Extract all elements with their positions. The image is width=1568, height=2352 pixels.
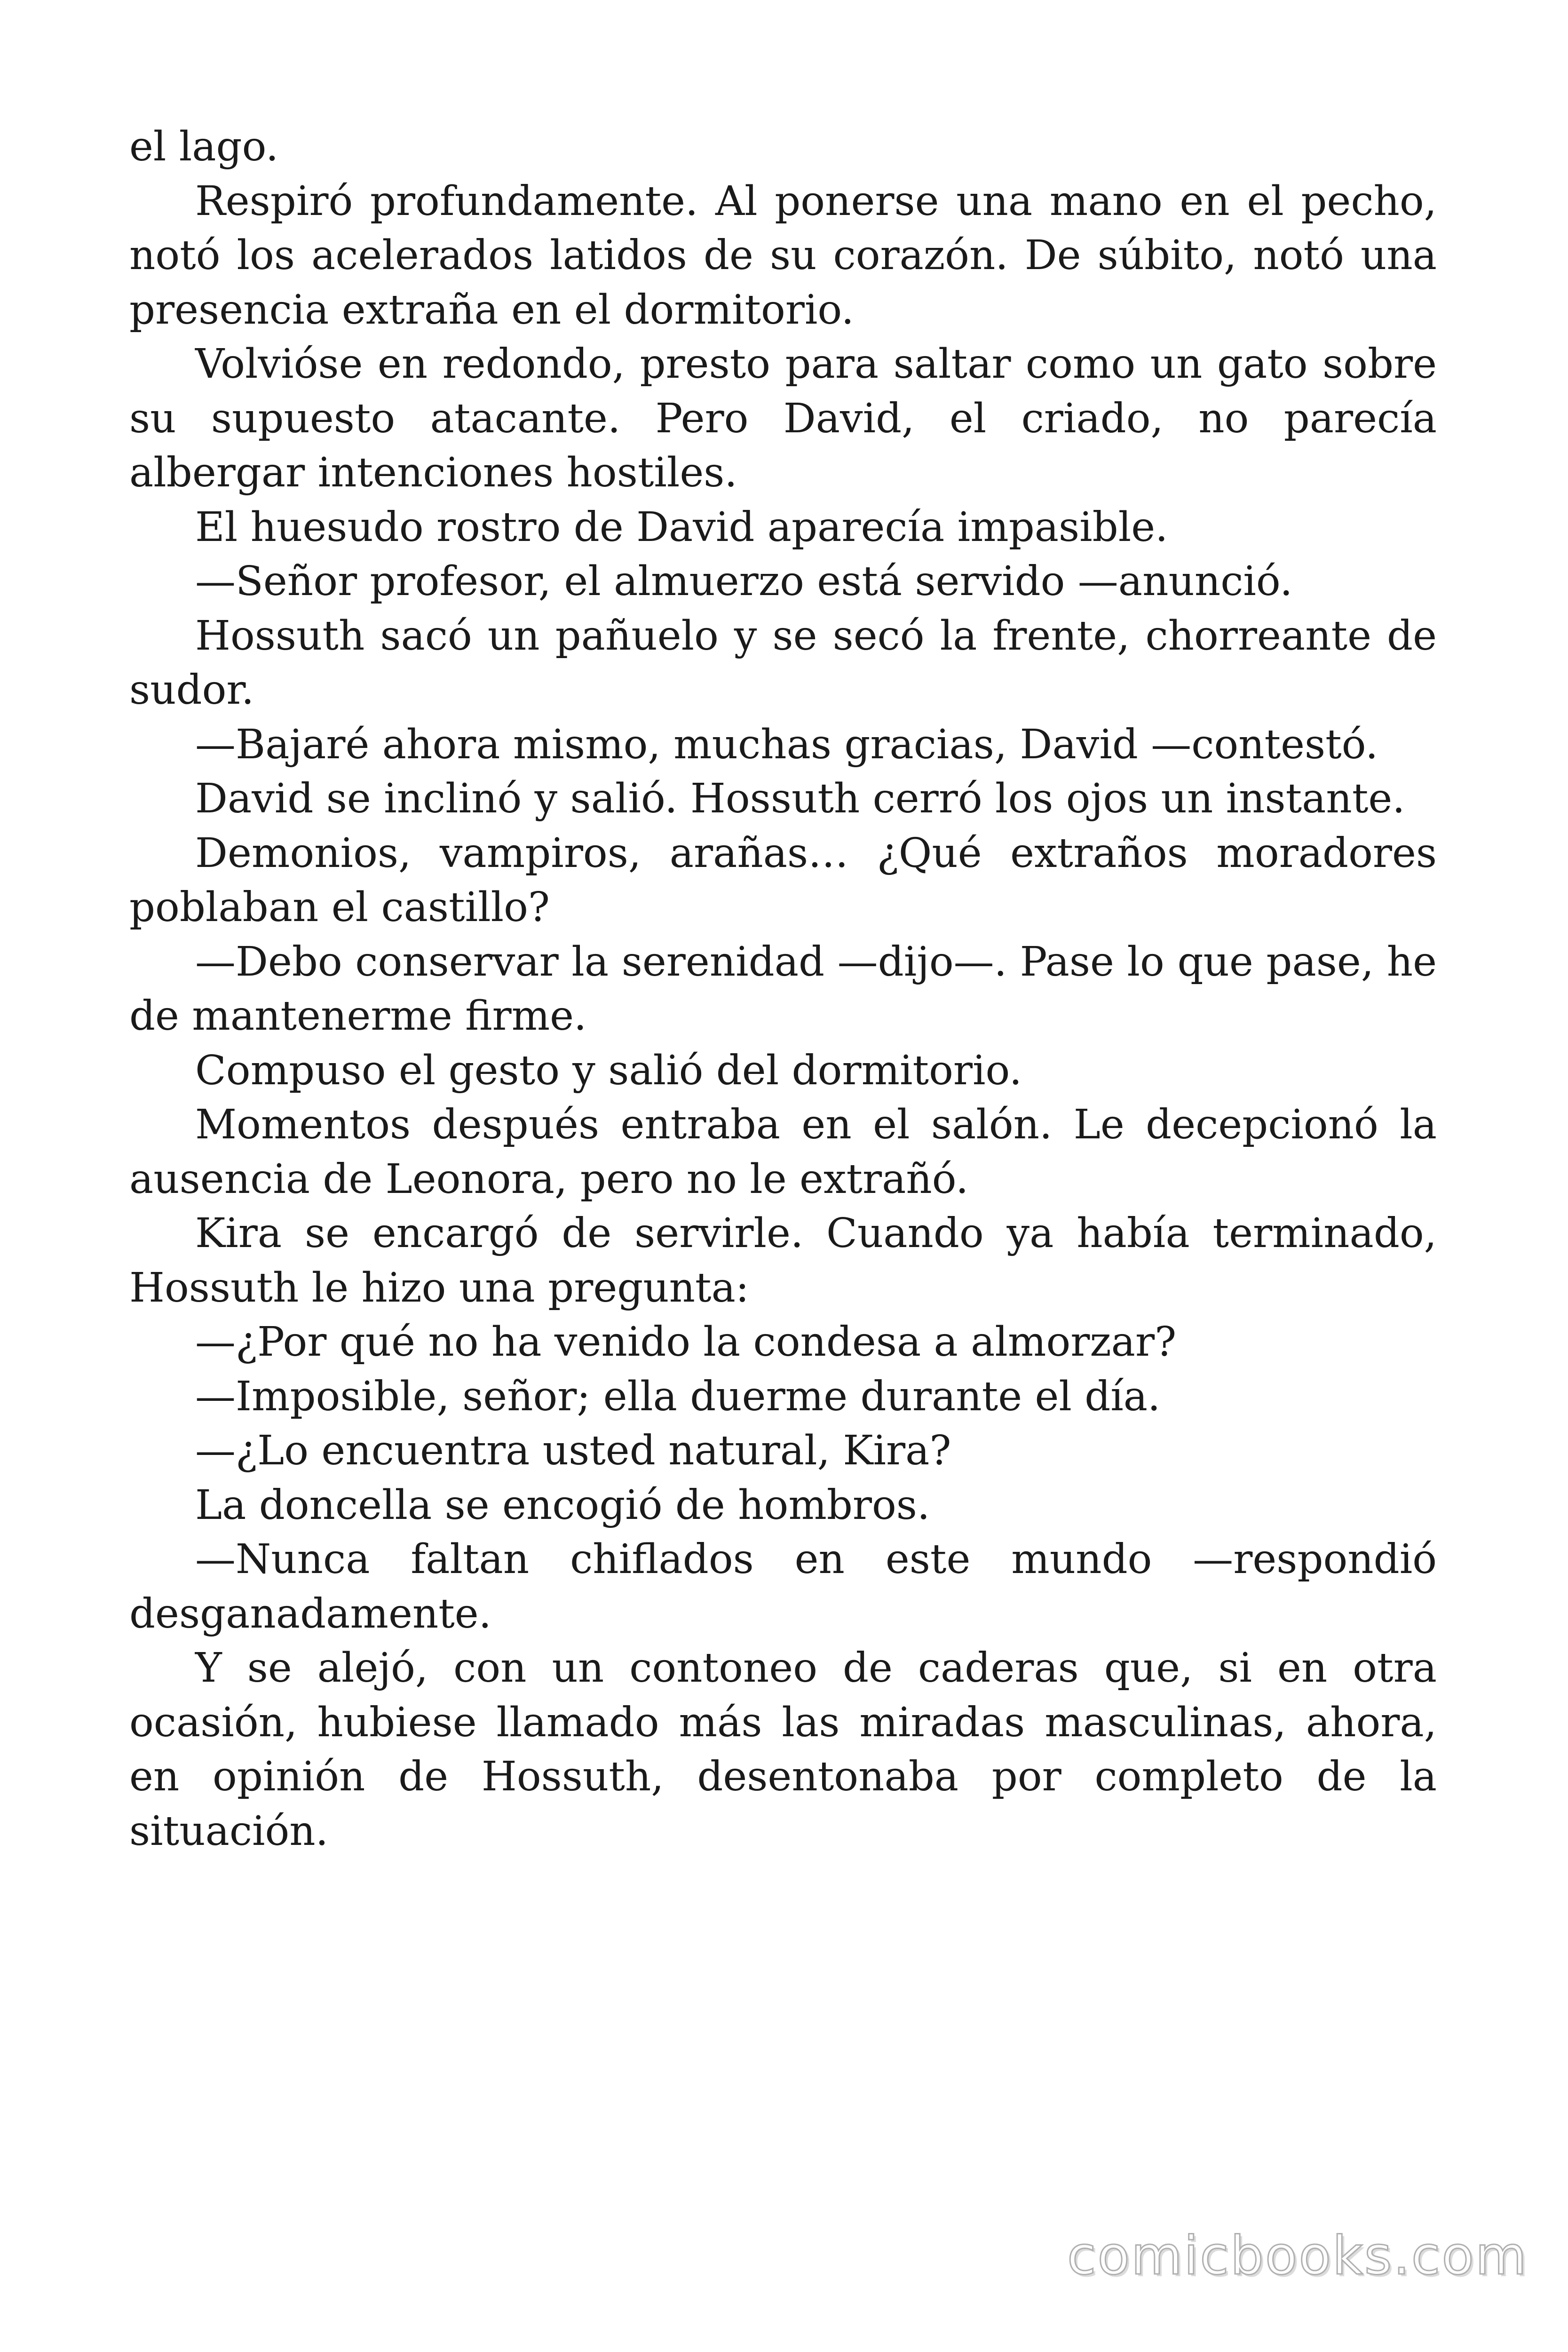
paragraph-14: —¿Por qué no ha venido la condesa a almorzar? <box>195 1319 1177 1366</box>
paragraph-16: —¿Lo encuentra usted natural, Kira? <box>195 1427 951 1474</box>
paragraph-18: —Nunca faltan chiflados en este mundo —respondió desganadamente. <box>129 1536 1437 1637</box>
paragraph-10: —Debo conservar la serenidad —dijo—. Pase lo que pase, he de mantenerme firme. <box>129 938 1437 1040</box>
paragraph-7: —Bajaré ahora mismo, muchas gracias, David —contestó. <box>195 721 1378 768</box>
body-text <box>129 120 1437 1859</box>
paragraph-6: Hossuth sacó un pañuelo y se secó la frente, chorreante de sudor. <box>129 612 1437 714</box>
paragraph-4: El huesudo rostro de David aparecía impasible. <box>195 503 1168 551</box>
paragraph-3: Volvióse en redondo, presto para saltar como un gato sobre su supuesto atacante. Pero David, el criado, no parecía albergar intenciones hostiles. <box>129 341 1437 496</box>
paragraph-8: David se inclinó y salió. Hossuth cerró los ojos un instante. <box>195 775 1405 822</box>
watermark: comicbooks.com <box>1067 2225 1528 2287</box>
paragraph-9: Demonios, vampiros, arañas… ¿Qué extraños moradores poblaban el castillo? <box>129 829 1437 931</box>
paragraph-1: el lago. <box>129 123 279 170</box>
paragraph-5: —Señor profesor, el almuerzo está servido —anunció. <box>195 558 1293 605</box>
paragraph-15: —Imposible, señor; ella duerme durante el día. <box>195 1373 1161 1420</box>
paragraph-17: La doncella se encogió de hombros. <box>195 1481 930 1529</box>
paragraph-19: Y se alejó, con un contoneo de caderas que, si en otra ocasión, hubiese llamado más las miradas masculinas, ahora, en opinión de Hossuth, desentonaba por completo de la situación. <box>129 1645 1437 1855</box>
paragraph-11: Compuso el gesto y salió del dormitorio. <box>195 1047 1022 1094</box>
paragraph-12: Momentos después entraba en el salón. Le decepcionó la ausencia de Leonora, pero no le extrañó. <box>129 1101 1437 1203</box>
paragraph-13: Kira se encargó de servirle. Cuando ya había terminado, Hossuth le hizo una pregunta: <box>129 1210 1437 1311</box>
paragraph-2: Respiró profundamente. Al ponerse una mano en el pecho, notó los acelerados latidos de su corazón. De súbito, notó una presencia extraña en el dormitorio. <box>129 177 1437 334</box>
